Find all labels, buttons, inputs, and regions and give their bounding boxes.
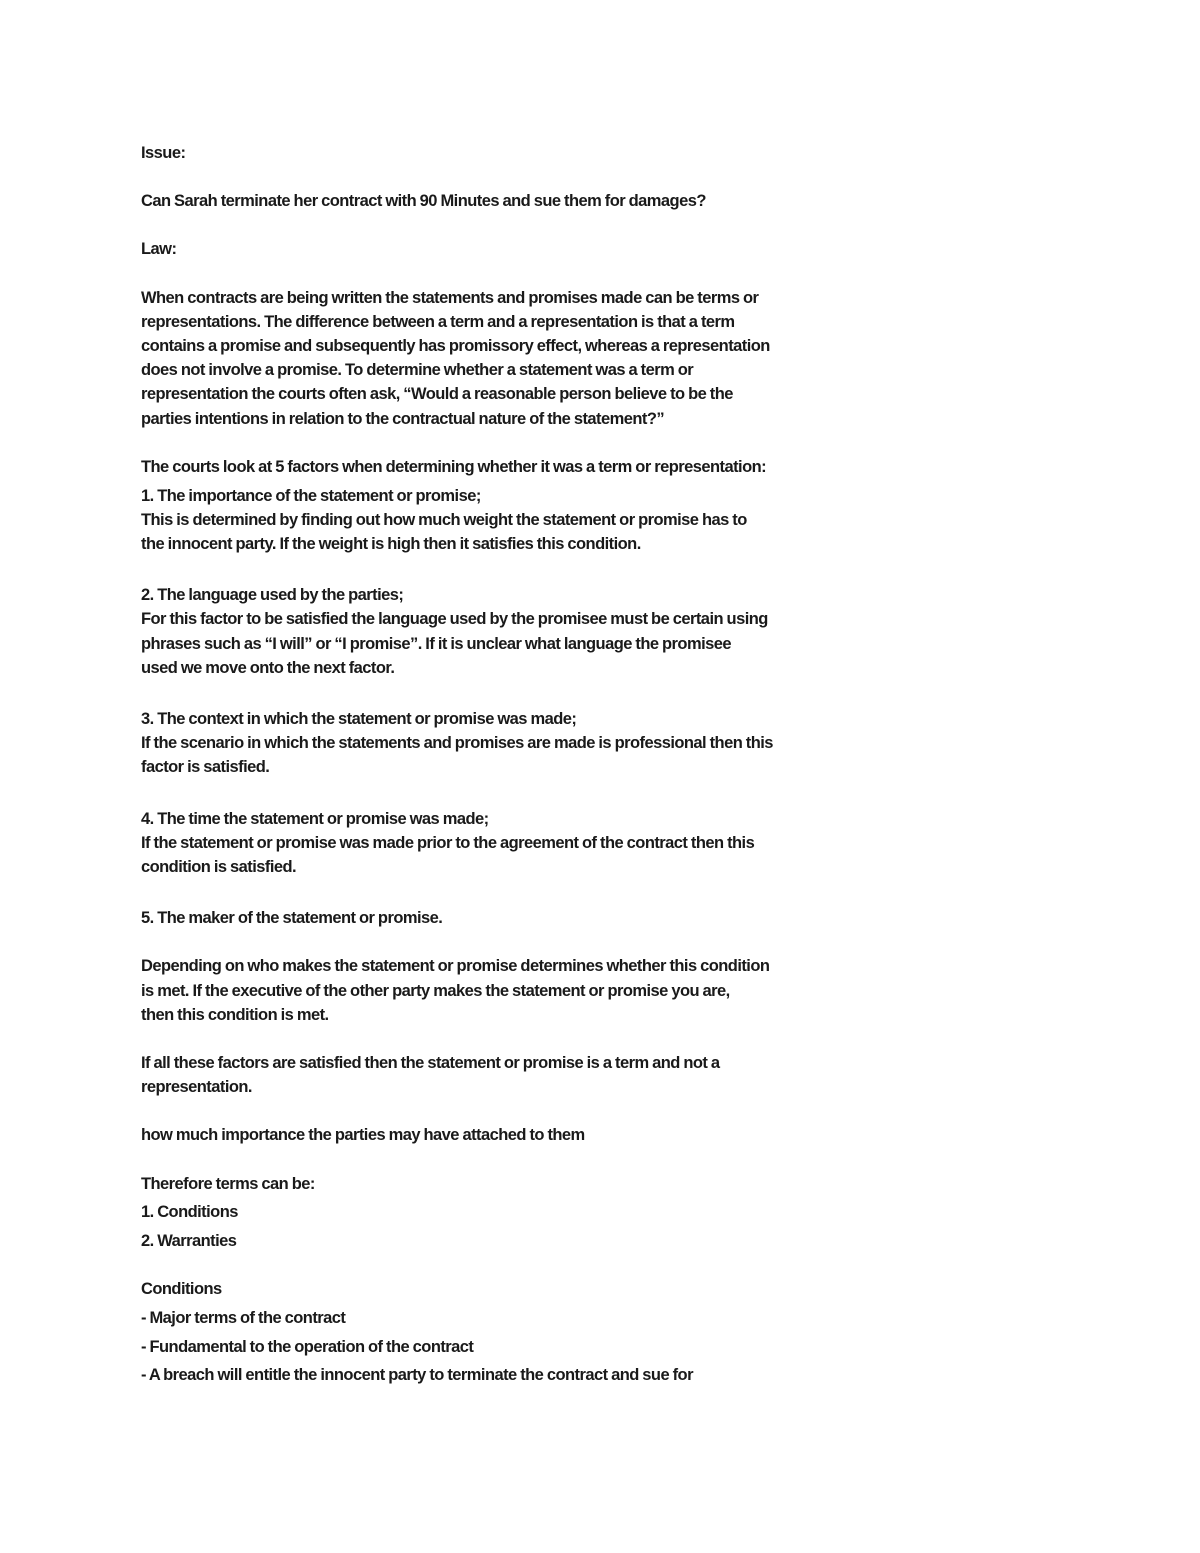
factor-5-text — [141, 954, 851, 1027]
paragraph-line: If the statement or promise was made prior to the agreement of the contract then this — [141, 833, 755, 852]
paragraph-line: For this factor to be satisfied the language used by the promisee must be certain using — [141, 610, 768, 629]
paragraph-line: parties intentions in relation to the contractual nature of the statement?” — [141, 409, 665, 428]
paragraph-line: If all these factors are satisfied then the statement or promise is a term and not a — [141, 1053, 720, 1072]
importance-line: how much importance the parties may have attached to them — [141, 1126, 585, 1145]
paragraph-line: factor is satisfied. — [141, 758, 270, 777]
conditions-heading: Conditions — [141, 1280, 222, 1299]
conditions-bullet: - Major terms of the contract — [141, 1308, 346, 1327]
issue-question: Can Sarah terminate her contract with 90 Minutes and sue them for damages? — [141, 192, 706, 211]
paragraph-line: used we move onto the next factor. — [141, 658, 395, 677]
paragraph-line: When contracts are being written the statements and promises made can be terms or — [141, 288, 759, 307]
terms-intro: Therefore terms can be: — [141, 1174, 315, 1193]
factor-2-text — [141, 607, 851, 680]
factor-5-title: 5. The maker of the statement or promise. — [141, 909, 443, 928]
paragraph-line: representation the courts often ask, “Would a reasonable person believe to be the — [141, 385, 733, 404]
paragraph-line: If the scenario in which the statements and promises are made is professional then this — [141, 734, 773, 753]
terms-item-warranties: 2. Warranties — [141, 1232, 237, 1250]
law-heading: Law: — [141, 240, 177, 259]
paragraph-line: condition is satisfied. — [141, 857, 297, 876]
paragraph-line: is met. If the executive of the other party makes the statement or promise you are, — [141, 981, 730, 1000]
law-paragraph — [141, 286, 851, 431]
paragraph-line: Depending on who makes the statement or promise determines whether this condition — [141, 957, 770, 976]
factor-3-text — [141, 731, 851, 779]
factor-4-title: 4. The time the statement or promise was made; — [141, 809, 489, 828]
factors-intro: The courts look at 5 factors when determining whether it was a term or representation: — [141, 457, 767, 476]
factor-3-title: 3. The context in which the statement or promise was made; — [141, 709, 577, 728]
conditions-bullet: - A breach will entitle the innocent party to terminate the contract and sue for — [141, 1366, 693, 1385]
paragraph-line: phrases such as “I will” or “I promise”. If it is unclear what language the promisee — [141, 634, 731, 653]
factor-1-text — [141, 508, 851, 556]
paragraph-line: representations. The difference between a term and a representation is that a term — [141, 312, 735, 331]
paragraph-line: representation. — [141, 1078, 252, 1097]
terms-item-conditions: 1. Conditions — [141, 1203, 238, 1222]
factor-2-title: 2. The language used by the parties; — [141, 586, 404, 605]
paragraph-line: the innocent party. If the weight is high then it satisfies this condition. — [141, 534, 641, 553]
conditions-bullet: - Fundamental to the operation of the contract — [141, 1337, 474, 1356]
paragraph-line: does not involve a promise. To determine whether a statement was a term or — [141, 361, 694, 380]
factor-4-text — [141, 831, 851, 879]
paragraph-line: contains a promise and subsequently has promissory effect, whereas a representation — [141, 337, 770, 356]
document-body — [141, 141, 851, 1388]
paragraph-line: This is determined by finding out how much weight the statement or promise has to — [141, 510, 747, 529]
paragraph-line: then this condition is met. — [141, 1005, 329, 1024]
factor-1-title: 1. The importance of the statement or promise; — [141, 486, 481, 505]
issue-heading: Issue: — [141, 144, 186, 162]
conclusion-paragraph — [141, 1051, 851, 1099]
